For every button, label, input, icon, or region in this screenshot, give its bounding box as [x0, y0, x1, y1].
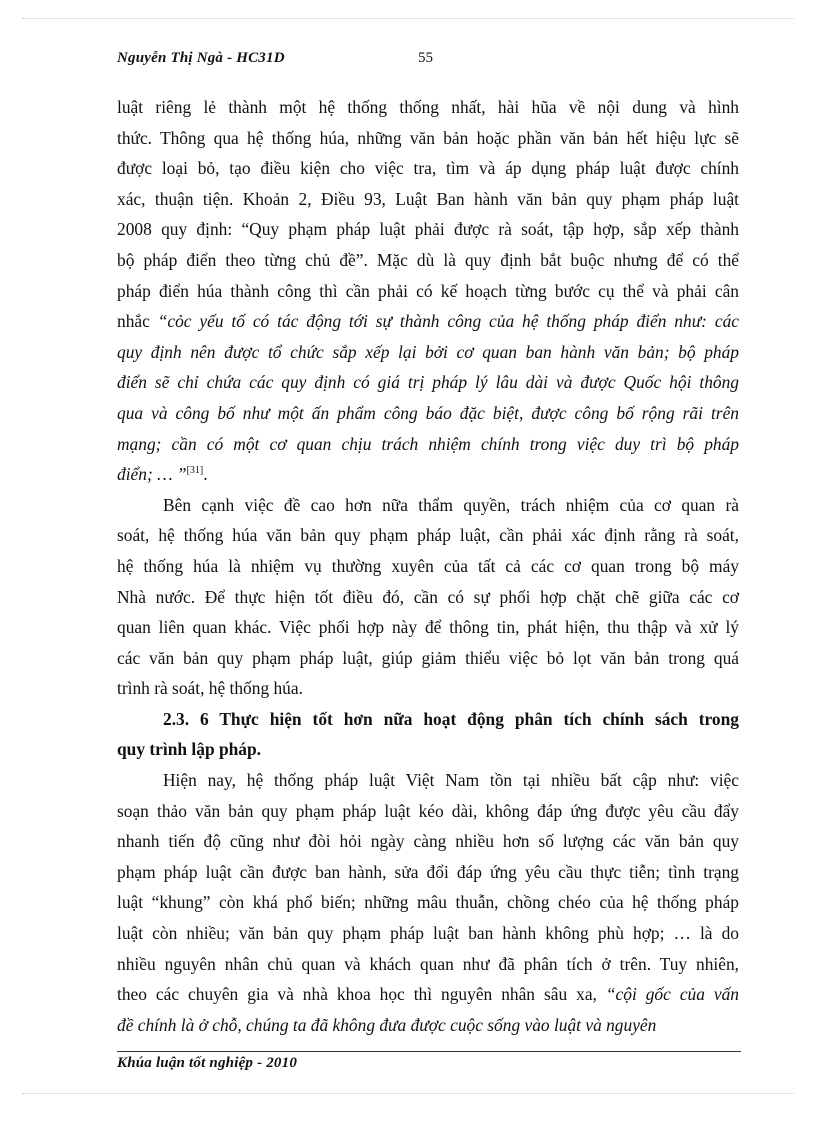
quote-line: điển sẽ chỉ chứa các quy định có giá trị pháp lý lâu dài và được Quốc hội thông	[117, 372, 739, 393]
page-top-border	[22, 18, 794, 20]
paragraph-line: quan liên quan khác. Việc phối hợp này để thông tin, phát hiện, thu thập và xử lý	[117, 617, 739, 638]
paragraph-line	[117, 306, 739, 337]
footer-text: Khúa luận tốt nghiệp - 2010	[117, 1055, 298, 1071]
line-text: theo các chuyên gia và nhà khoa học thì nguyên nhân sâu xa,	[117, 984, 606, 1005]
line-text: nhắc	[117, 311, 158, 332]
section-heading: 2.3. 6 Thực hiện tốt hơn nữa hoạt động phân tích chính sách trong	[163, 708, 739, 729]
paragraph-line: bộ pháp điển theo từng chủ đề”. Mặc dù là quy định bắt buộc nhưng để có thể	[117, 249, 739, 270]
paragraph-line: Nhà nước. Để thực hiện tốt điều đó, cần có sự phối hợp chặt chẽ giữa các cơ	[117, 586, 739, 607]
paragraph-line: thức. Thông qua hệ thống húa, những văn bản hoặc phần văn bản hết hiệu lực sẽ	[117, 127, 739, 148]
paragraph-line: nhiều nguyên nhân chủ quan và khách quan như đã phân tích ở trên. Tuy nhiên,	[117, 953, 739, 974]
header-author: Nguyễn Thị Ngà - HC31D	[117, 50, 285, 66]
paragraph-line: 2008 quy định: “Quy phạm pháp luật phải được rà soát, tập hợp, sắp xếp thành	[117, 219, 739, 240]
quote-text: điển; … ”	[117, 464, 187, 485]
paragraph-line: các văn bản quy phạm pháp luật, giúp giảm thiểu việc bỏ lọt văn bản trong quá	[117, 647, 739, 668]
paragraph-line: xác, thuận tiện. Khoản 2, Điều 93, Luật Ban hành văn bản quy phạm pháp luật	[117, 188, 739, 209]
quote-line: qua và công bố như một ấn phẩm công báo đặc biệt, được công bố rộng rãi trên	[117, 402, 739, 423]
quote-text: “cỏc yếu tố có tác động tới sự thành công của hệ thống pháp điển như: các	[157, 311, 739, 332]
document-body	[117, 92, 739, 1040]
paragraph-line: Bên cạnh việc đề cao hơn nữa thẩm quyền, trách nhiệm của cơ quan rà	[163, 494, 739, 515]
paragraph-line: luật riêng lẻ thành một hệ thống thống nhất, hài hũa về nội dung và hình	[117, 97, 739, 117]
citation-ref: [31]	[186, 465, 204, 477]
quote-line	[117, 459, 739, 490]
section-heading: quy trình lập pháp.	[117, 739, 262, 760]
line-text: .	[203, 464, 208, 485]
quote-line: đề chính là ở chỗ, chúng ta đã không đưa được cuộc sống vào luật và nguyên	[117, 1014, 657, 1035]
quote-line: quy định nên được tổ chức sắp xếp lại bởi cơ quan ban hành văn bản; bộ pháp	[117, 341, 739, 362]
paragraph-line: trình rà soát, hệ thống húa.	[117, 678, 303, 699]
page-bottom-border	[22, 1093, 794, 1095]
paragraph-line: được loại bỏ, tạo điều kiện cho việc tra, tìm và áp dụng pháp luật được chính	[117, 158, 739, 179]
quote-text: “cội gốc của vấn	[605, 984, 739, 1005]
paragraph-line	[117, 979, 739, 1010]
paragraph-line: soạn thảo văn bản quy phạm pháp luật kéo dài, không đáp ứng được yêu cầu đẩy	[117, 800, 739, 821]
paragraph-line: luật “khung” còn khá phổ biến; những mâu thuẫn, chồng chéo của hệ thống pháp	[117, 892, 739, 913]
paragraph-line: luật còn nhiều; văn bản quy phạm pháp luật ban hành không phù hợp; … là do	[117, 923, 739, 944]
paragraph-line: Hiện nay, hệ thống pháp luật Việt Nam tồn tại nhiều bất cập như: việc	[163, 770, 739, 791]
paragraph-line: phạm pháp luật cần được ban hành, sửa đổi đáp ứng yêu cầu thực tiễn; tình trạng	[117, 861, 739, 882]
page-number: 55	[418, 50, 433, 66]
paragraph-line: nhanh tiến độ cũng như đòi hỏi ngày càng nhiều hơn số lượng các văn bản quy	[117, 831, 739, 852]
footer-divider	[117, 1051, 741, 1052]
paragraph-line: hệ thống húa là nhiệm vụ thường xuyên của tất cả các cơ quan trong bộ máy	[117, 555, 739, 576]
quote-line: mạng; cần có một cơ quan chịu trách nhiệm chính trong việc duy trì bộ pháp	[117, 433, 739, 454]
paragraph-line: pháp điển húa thành công thì cần phải có kế hoạch từng bước cụ thể và phải cân	[117, 280, 739, 301]
paragraph-line: soát, hệ thống húa văn bản quy phạm pháp luật, cần phải xác định rằng rà soát,	[117, 525, 739, 546]
